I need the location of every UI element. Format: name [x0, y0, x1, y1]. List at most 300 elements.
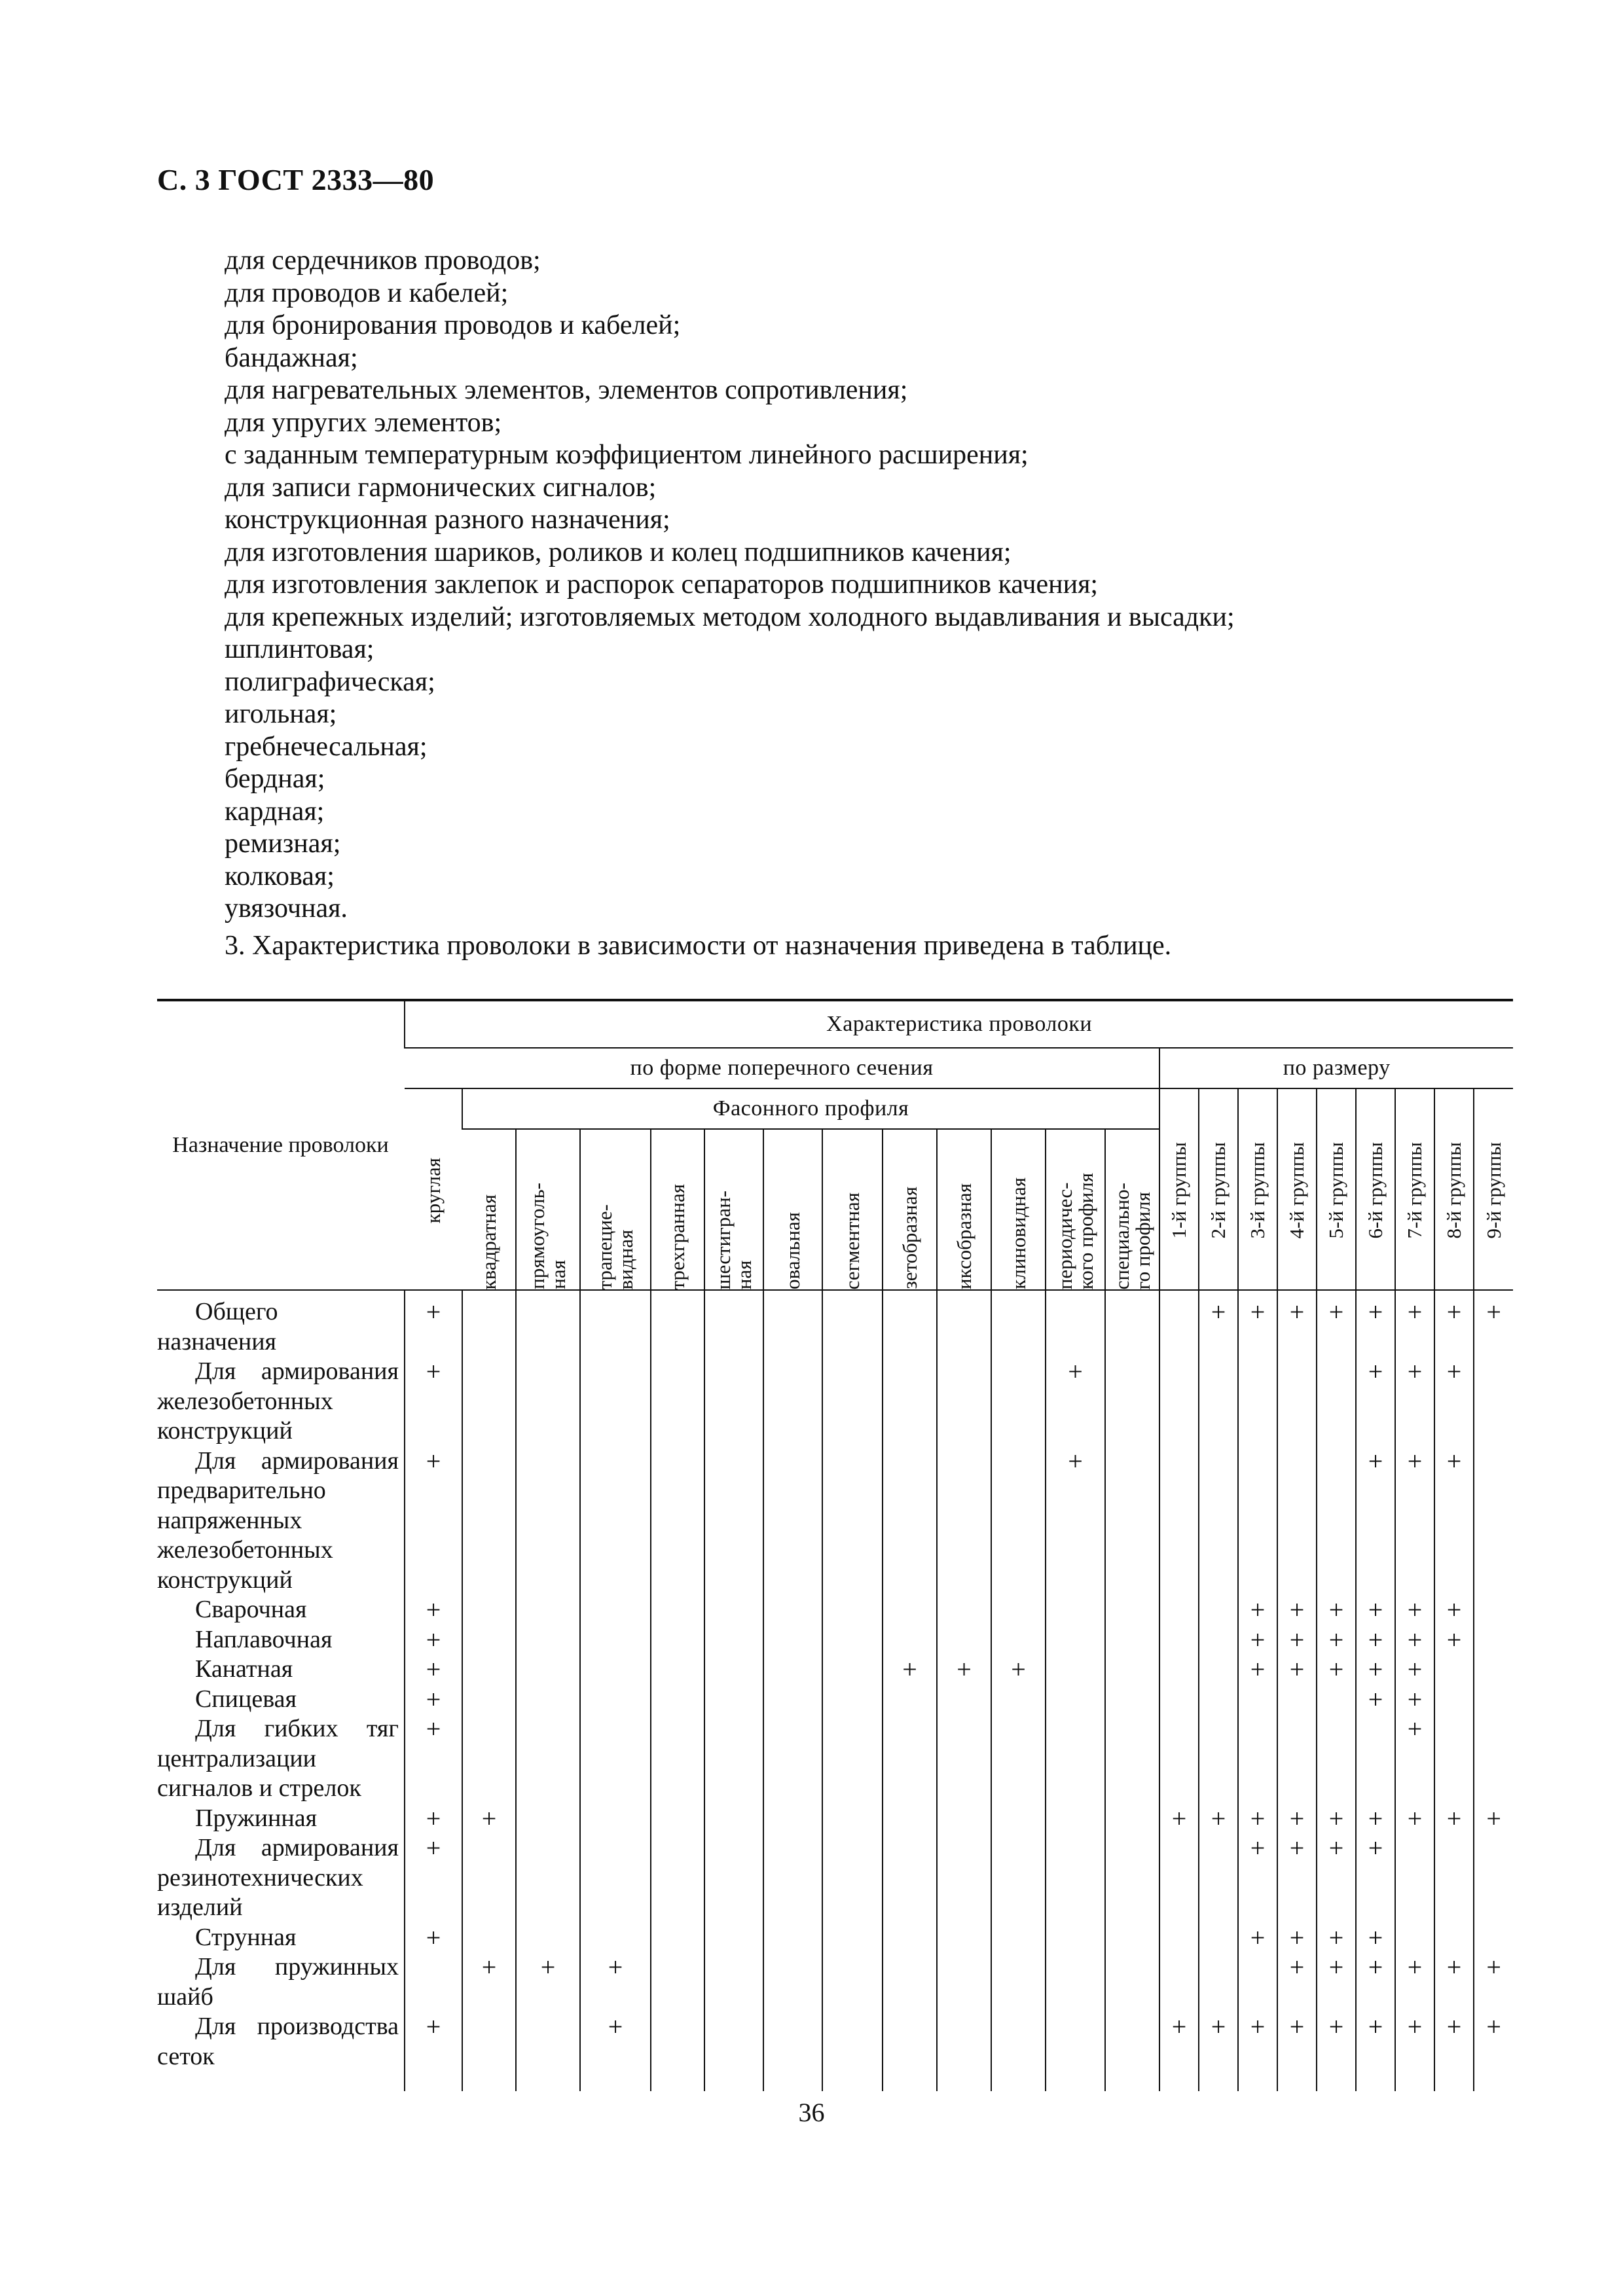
table-cell: +	[1474, 1804, 1513, 1834]
table-cell: +	[1395, 1357, 1434, 1446]
table-cell	[1434, 1923, 1474, 1953]
table-cell: +	[1434, 1952, 1474, 2012]
list-item: для упругих элементов;	[225, 407, 502, 438]
table-cell	[651, 1804, 704, 1834]
table-cell: +	[1356, 1804, 1395, 1834]
column-label-size: 3-й группы	[1246, 1142, 1269, 1239]
table-cell	[1474, 1357, 1513, 1446]
table-cell	[937, 1625, 991, 1655]
table-cell	[991, 1833, 1046, 1923]
table-cell	[704, 1655, 763, 1685]
row-purpose-label: Для армирования предварительно напряженных железобетонных конструкций	[157, 1446, 399, 1594]
table-cell	[991, 1290, 1046, 1357]
group-header-size: по размеру	[1159, 1048, 1513, 1088]
table-row	[157, 1290, 1513, 1357]
list-item: для изготовления шариков, роликов и колец подшипников качения;	[225, 537, 1012, 567]
row-purpose-label: Спицевая	[195, 1685, 297, 1713]
row-purpose	[157, 1625, 405, 1655]
table-cell	[1046, 1952, 1105, 2012]
table-cell: +	[1356, 1833, 1395, 1923]
table-cell	[763, 1952, 822, 2012]
row-purpose-label: Для пружинных шайб	[157, 1953, 399, 2011]
row-purpose-label: Канатная	[195, 1655, 293, 1683]
table-cell	[937, 2012, 991, 2091]
table-cell	[580, 1685, 651, 1715]
column-label-profile: зетобразная	[898, 1187, 921, 1289]
wire-characteristics-table	[157, 999, 1513, 2091]
table-cell	[651, 1655, 704, 1685]
table-cell: +	[1046, 1357, 1105, 1446]
table-cell	[883, 1714, 937, 1804]
table-cell: +	[883, 1655, 937, 1685]
column-header-purpose: Назначение проволоки	[157, 1000, 405, 1290]
table-cell	[516, 1804, 580, 1834]
list-item: для нагревательных элементов, элементов сопротивления;	[225, 375, 908, 405]
table-cell: +	[1238, 1595, 1277, 1625]
column-label-profile: овальная	[781, 1212, 804, 1289]
table-cell	[516, 1290, 580, 1357]
table-row	[157, 1446, 1513, 1596]
table-cell: +	[1356, 1625, 1395, 1655]
table-cell	[1238, 1685, 1277, 1715]
table-cell: +	[1474, 1952, 1513, 2012]
column-label-profile: специально- го профиля	[1110, 1182, 1154, 1289]
table-cell	[516, 1923, 580, 1953]
table-cell: +	[1474, 2012, 1513, 2091]
table-cell	[1159, 1952, 1199, 2012]
table-cell	[1105, 1290, 1159, 1357]
table-cell	[822, 1833, 883, 1923]
table-cell: +	[1356, 1685, 1395, 1715]
table-cell: +	[405, 1446, 462, 1596]
table-cell	[937, 1290, 991, 1357]
table-cell	[462, 1446, 516, 1596]
table-cell	[1474, 1923, 1513, 1953]
column-label-profile: трапецие- видная	[593, 1204, 637, 1289]
table-cell: +	[1395, 1804, 1434, 1834]
table-cell: +	[1317, 1833, 1356, 1923]
table-cell	[1046, 1833, 1105, 1923]
row-purpose-label: Для армирования железобетонных конструкций	[157, 1357, 399, 1444]
table-cell	[1046, 1655, 1105, 1685]
table-cell	[1238, 1714, 1277, 1804]
table-cell	[822, 1446, 883, 1596]
table-cell	[651, 1446, 704, 1596]
table-cell	[516, 1714, 580, 1804]
table-cell	[580, 1655, 651, 1685]
column-label-profile: трехгранная	[666, 1183, 689, 1289]
table-cell	[1474, 1446, 1513, 1596]
table-cell	[822, 1923, 883, 1953]
table-cell	[1199, 1357, 1238, 1446]
table-cell: +	[1277, 1595, 1317, 1625]
table-cell	[883, 1952, 937, 2012]
row-purpose-label: Струнная	[195, 1923, 297, 1951]
table-cell	[1159, 1923, 1199, 1953]
table-cell: +	[1395, 1446, 1434, 1596]
table-cell	[1046, 1714, 1105, 1804]
column-label-profile: шестигран- ная	[712, 1190, 756, 1289]
table-cell	[704, 1595, 763, 1625]
table-cell	[1199, 1952, 1238, 2012]
list-item: бердная;	[225, 764, 325, 794]
table-cell	[1046, 1290, 1105, 1357]
table-cell: +	[1159, 1804, 1199, 1834]
table-cell	[704, 2012, 763, 2091]
table-cell	[580, 1595, 651, 1625]
table-cell: +	[405, 1923, 462, 1953]
table-cell: +	[1395, 1625, 1434, 1655]
table-cell	[516, 1446, 580, 1596]
list-item: ремизная;	[225, 829, 341, 859]
table-cell: +	[1277, 1655, 1317, 1685]
table-cell	[580, 1290, 651, 1357]
table-cell	[580, 1923, 651, 1953]
table-row	[157, 1833, 1513, 1923]
table-cell	[822, 1655, 883, 1685]
table-cell: +	[1356, 1923, 1395, 1953]
table-cell	[883, 1923, 937, 1953]
table-cell: +	[937, 1655, 991, 1685]
table-cell: +	[1238, 1655, 1277, 1685]
table-cell	[991, 1357, 1046, 1446]
table-cell	[580, 1714, 651, 1804]
table-cell	[651, 1714, 704, 1804]
table-cell: +	[405, 1833, 462, 1923]
column-header-size-group	[1199, 1088, 1238, 1290]
table-cell	[651, 1685, 704, 1715]
list-item: для бронирования проводов и кабелей;	[225, 310, 681, 340]
table-cell: +	[1159, 2012, 1199, 2091]
table-cell	[1199, 1923, 1238, 1953]
table-cell	[580, 1804, 651, 1834]
column-header-size-group	[1474, 1088, 1513, 1290]
table-cell: +	[1356, 2012, 1395, 2091]
table-cell	[822, 1685, 883, 1715]
table-cell	[1199, 1446, 1238, 1596]
table-cell: +	[1356, 1357, 1395, 1446]
column-header-profile	[937, 1129, 991, 1290]
row-purpose	[157, 1685, 405, 1715]
table-cell	[462, 2012, 516, 2091]
column-header-profile	[991, 1129, 1046, 1290]
table-cell	[937, 1595, 991, 1625]
table-cell	[1105, 1833, 1159, 1923]
column-label-size: 5-й группы	[1324, 1142, 1347, 1239]
table-cell	[937, 1714, 991, 1804]
group-header-profile: Фасонного профиля	[462, 1088, 1159, 1129]
row-purpose	[157, 1595, 405, 1625]
table-cell: +	[405, 1357, 462, 1446]
table-cell	[822, 1625, 883, 1655]
table-cell	[1159, 1595, 1199, 1625]
table-cell: +	[1317, 1923, 1356, 1953]
table-cell: +	[1317, 1625, 1356, 1655]
row-purpose-label: Общего назначения	[157, 1298, 278, 1355]
table-cell	[883, 1595, 937, 1625]
table-cell	[1046, 2012, 1105, 2091]
table-cell	[763, 1595, 822, 1625]
table-cell	[1238, 1357, 1277, 1446]
table-cell	[1046, 1804, 1105, 1834]
table-cell: +	[1238, 1290, 1277, 1357]
row-purpose-label: Сварочная	[195, 1596, 307, 1623]
table-cell: +	[1317, 1290, 1356, 1357]
table-cell: +	[1277, 1625, 1317, 1655]
row-purpose	[157, 2012, 405, 2091]
table-cell: +	[1434, 2012, 1474, 2091]
table-cell	[516, 1625, 580, 1655]
table-cell: +	[1238, 1833, 1277, 1923]
column-header-size-group	[1434, 1088, 1474, 1290]
table-cell	[516, 1595, 580, 1625]
table-row	[157, 1655, 1513, 1685]
table-cell	[1434, 1833, 1474, 1923]
list-item: увязочная.	[225, 893, 348, 924]
table-cell	[763, 1446, 822, 1596]
table-cell: +	[1199, 1804, 1238, 1834]
row-purpose	[157, 1357, 405, 1446]
table-cell: +	[1277, 1804, 1317, 1834]
column-header-size-group	[1238, 1088, 1277, 1290]
table-cell: +	[1395, 1290, 1434, 1357]
table-cell	[991, 1595, 1046, 1625]
table-cell	[1105, 1446, 1159, 1596]
column-header-size-group	[1277, 1088, 1317, 1290]
table-cell: +	[1395, 2012, 1434, 2091]
table-cell	[1395, 1833, 1434, 1923]
column-label-size: 6-й группы	[1364, 1142, 1387, 1239]
column-label-size: 7-й группы	[1403, 1142, 1426, 1239]
table-cell	[704, 1923, 763, 1953]
wire-purpose-list	[225, 245, 1235, 925]
table-cell	[704, 1625, 763, 1655]
table-cell	[1474, 1595, 1513, 1625]
table-cell	[1105, 1655, 1159, 1685]
row-purpose-label: Пружинная	[195, 1804, 318, 1832]
column-header-size-group	[1395, 1088, 1434, 1290]
table-cell	[883, 1804, 937, 1834]
column-label-size: 1-й группы	[1167, 1142, 1190, 1239]
table-row	[157, 1952, 1513, 2012]
list-item: кардная;	[225, 796, 325, 827]
table-cell	[651, 1923, 704, 1953]
table-cell	[651, 1290, 704, 1357]
table-cell	[1434, 1714, 1474, 1804]
table-cell	[516, 1833, 580, 1923]
column-header-profile	[883, 1129, 937, 1290]
list-item: для проводов и кабелей;	[225, 278, 509, 308]
table-cell	[580, 1446, 651, 1596]
table-cell: +	[1277, 1290, 1317, 1357]
table-cell	[1199, 1714, 1238, 1804]
table-cell	[580, 1625, 651, 1655]
table-cell	[1159, 1714, 1199, 1804]
column-header-profile	[580, 1129, 651, 1290]
table-cell	[1105, 1595, 1159, 1625]
table-cell	[991, 1923, 1046, 1953]
table-cell	[1105, 1714, 1159, 1804]
column-label-size: 9-й группы	[1482, 1142, 1505, 1239]
list-item: бандажная;	[225, 342, 358, 373]
table-cell	[937, 1804, 991, 1834]
table-cell: +	[1356, 1952, 1395, 2012]
table-cell: +	[1395, 1595, 1434, 1625]
table-cell: +	[1317, 2012, 1356, 2091]
table-cell	[1317, 1357, 1356, 1446]
column-header-size-group	[1159, 1088, 1199, 1290]
table-cell: +	[1317, 1804, 1356, 1834]
table-cell: +	[405, 1625, 462, 1655]
table-cell: +	[405, 1655, 462, 1685]
table-cell	[763, 1357, 822, 1446]
list-item: игольная;	[225, 699, 337, 729]
table-cell	[1277, 1714, 1317, 1804]
table-cell	[1434, 1685, 1474, 1715]
table-cell	[516, 1685, 580, 1715]
table-cell	[883, 1625, 937, 1655]
table-cell: +	[580, 1952, 651, 2012]
list-item: шплинтовая;	[225, 634, 374, 664]
table-cell	[1199, 1655, 1238, 1685]
column-label-profile: сегментная	[841, 1192, 864, 1289]
table-cell: +	[1474, 1290, 1513, 1357]
table-cell	[763, 1833, 822, 1923]
column-label-size: 4-й группы	[1285, 1142, 1308, 1239]
table-cell	[704, 1685, 763, 1715]
table-cell	[822, 1595, 883, 1625]
column-label-size: 2-й группы	[1207, 1142, 1230, 1239]
table-cell	[822, 1952, 883, 2012]
list-item: гребнечесальная;	[225, 731, 428, 762]
table-cell	[405, 1952, 462, 2012]
table-cell	[883, 2012, 937, 2091]
row-purpose-label: Наплавочная	[195, 1625, 333, 1653]
table-cell	[651, 1952, 704, 2012]
table-cell: +	[405, 1804, 462, 1834]
table-cell	[516, 2012, 580, 2091]
table-cell	[651, 1357, 704, 1446]
column-header-profile	[763, 1129, 822, 1290]
table-cell: +	[1317, 1952, 1356, 2012]
table-cell	[937, 1446, 991, 1596]
column-label-profile: иксобразная	[952, 1183, 976, 1289]
list-item: для изготовления заклепок и распорок сепараторов подшипников качения;	[225, 569, 1099, 600]
column-label-round: круглая	[421, 1157, 445, 1224]
table-cell: +	[1434, 1804, 1474, 1834]
table-cell	[1159, 1446, 1199, 1596]
column-header-profile	[462, 1129, 516, 1290]
table-cell	[516, 1357, 580, 1446]
table-cell	[763, 1625, 822, 1655]
table-cell	[991, 1952, 1046, 2012]
table-row	[157, 1357, 1513, 1446]
page-number: 36	[798, 2098, 825, 2127]
table-cell: +	[1356, 1595, 1395, 1625]
table-cell: +	[1434, 1595, 1474, 1625]
table-cell	[1199, 1625, 1238, 1655]
table-cell	[1105, 2012, 1159, 2091]
table-cell: +	[1434, 1625, 1474, 1655]
table-cell: +	[1434, 1290, 1474, 1357]
table-cell	[822, 1714, 883, 1804]
table-cell: +	[462, 1804, 516, 1834]
table-cell	[991, 1446, 1046, 1596]
table-cell	[1199, 1595, 1238, 1625]
table-cell: +	[1356, 1655, 1395, 1685]
table-cell	[651, 1833, 704, 1923]
list-item: для крепежных изделий; изготовляемых методом холодного выдавливания и высадки;	[225, 601, 1235, 632]
table-cell: +	[1238, 1625, 1277, 1655]
row-purpose	[157, 1833, 405, 1923]
table-cell	[704, 1714, 763, 1804]
table-cell	[462, 1357, 516, 1446]
table-cell	[462, 1625, 516, 1655]
table-cell: +	[1317, 1655, 1356, 1685]
table-cell	[991, 1625, 1046, 1655]
table-cell	[1046, 1595, 1105, 1625]
row-purpose	[157, 1290, 405, 1357]
table-cell	[704, 1804, 763, 1834]
list-item: для записи гармонических сигналов;	[225, 472, 657, 503]
table-cell	[883, 1446, 937, 1596]
table-cell	[1159, 1625, 1199, 1655]
table-cell	[462, 1923, 516, 1953]
table-cell	[1317, 1446, 1356, 1596]
list-item: с заданным температурным коэффициентом линейного расширения;	[225, 440, 1029, 470]
table-cell	[1277, 1446, 1317, 1596]
column-header-profile	[1046, 1129, 1105, 1290]
column-header-round	[405, 1088, 462, 1290]
column-label-profile: периодичес- кого профиля	[1053, 1172, 1097, 1289]
column-header-profile	[1105, 1129, 1159, 1290]
table-cell: +	[1356, 1290, 1395, 1357]
table-cell	[580, 1833, 651, 1923]
table-cell	[763, 1685, 822, 1715]
group-header-shape: по форме поперечного сечения	[405, 1048, 1159, 1088]
table-row	[157, 2012, 1513, 2091]
list-item: конструкционная разного назначения;	[225, 505, 670, 535]
table-cell: +	[1238, 1804, 1277, 1834]
table-cell: +	[1395, 1952, 1434, 2012]
table-cell	[651, 1625, 704, 1655]
paragraph-3: 3. Характеристика проволоки в зависимости от назначения приведена в таблице.	[225, 931, 1172, 961]
table-cell	[1474, 1625, 1513, 1655]
table-cell	[704, 1357, 763, 1446]
table-cell	[1277, 1357, 1317, 1446]
table-cell	[1105, 1804, 1159, 1834]
table-cell	[704, 1446, 763, 1596]
table-cell	[991, 2012, 1046, 2091]
table-cell	[704, 1952, 763, 2012]
table-cell	[1046, 1923, 1105, 1953]
table-cell	[1434, 1655, 1474, 1685]
table-cell: +	[516, 1952, 580, 2012]
table-cell	[822, 1804, 883, 1834]
table-cell	[883, 1357, 937, 1446]
column-header-size-group	[1356, 1088, 1395, 1290]
table-cell	[1474, 1655, 1513, 1685]
table-cell	[1356, 1714, 1395, 1804]
table-cell	[883, 1290, 937, 1357]
row-purpose	[157, 1655, 405, 1685]
table-cell	[1159, 1833, 1199, 1923]
table-cell	[991, 1804, 1046, 1834]
list-item: колковая;	[225, 861, 335, 891]
table-cell	[516, 1655, 580, 1685]
row-purpose-label: Для армирования резинотехнических изделий	[157, 1834, 399, 1921]
table-cell	[763, 1655, 822, 1685]
